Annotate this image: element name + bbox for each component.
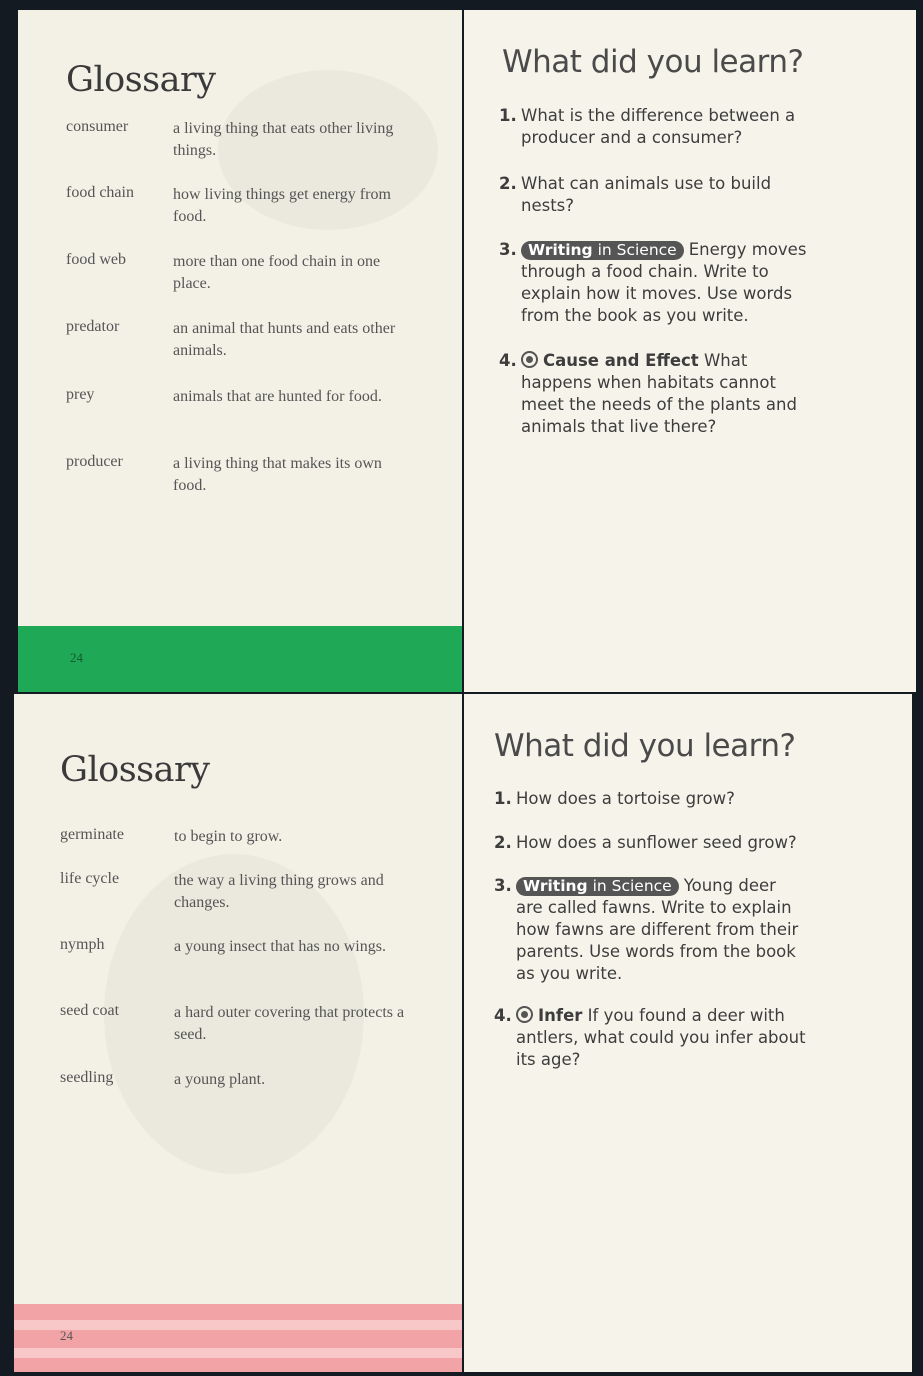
glossary-term: seedling [60, 1069, 114, 1086]
question-text: How does a sunflower seed grow? [516, 833, 797, 852]
glossary-title: Glossary [66, 60, 216, 100]
question-number: 3. [499, 240, 517, 259]
page-footer-band [18, 626, 462, 692]
bottom-glossary-page [14, 694, 462, 1372]
glossary-entry [14, 936, 462, 996]
page-footer-stripe [14, 1320, 462, 1330]
questions-title: What did you learn? [494, 728, 796, 764]
question-item [499, 173, 811, 217]
question-item [494, 788, 806, 810]
badge-text: in Science [597, 241, 677, 259]
badge-bold-text: Writing [523, 877, 588, 895]
glossary-entry [18, 318, 462, 378]
question-number: 1. [499, 106, 517, 125]
glossary-term: prey [66, 386, 95, 403]
question-number: 4. [499, 351, 517, 370]
glossary-term: germinate [60, 826, 124, 843]
question-number: 2. [499, 174, 517, 193]
question-item [499, 105, 811, 149]
glossary-entry [18, 453, 462, 513]
question-number: 2. [494, 833, 512, 852]
glossary-term: nymph [60, 936, 105, 953]
page-footer-band [14, 1304, 462, 1372]
glossary-entry [18, 251, 462, 311]
glossary-definition: the way a living thing grows and changes. [174, 872, 384, 911]
question-text: What happens when habitats cannot meet the needs of the plants and animals that live there? [521, 351, 797, 436]
skill-label: Cause and Effect [543, 351, 699, 370]
question-text: Energy moves through a food chain. Write to explain how it moves. Use words from the book as you write. [521, 240, 807, 325]
glossary-entry [18, 118, 462, 178]
question-item [499, 239, 811, 327]
question-text: What can animals use to build nests? [521, 174, 772, 215]
glossary-term: producer [66, 453, 123, 470]
question-text: What is the difference between a producer and a consumer? [521, 106, 796, 147]
target-icon [516, 1006, 533, 1023]
glossary-definition: more than one food chain in one place. [173, 253, 381, 292]
glossary-term: consumer [66, 118, 129, 135]
glossary-definition: a young plant. [174, 1071, 266, 1088]
question-item [494, 832, 806, 854]
glossary-definition: a young insect that has no wings. [174, 938, 386, 955]
target-icon [521, 351, 538, 368]
question-item [494, 875, 806, 985]
badge-bold-text: Writing [528, 241, 593, 259]
page-number: 24 [60, 1328, 73, 1343]
glossary-term: life cycle [60, 870, 120, 887]
glossary-entry [14, 1002, 462, 1062]
top-glossary-page [18, 10, 462, 692]
questions-title: What did you learn? [502, 44, 804, 80]
question-item [494, 1005, 806, 1071]
writing-in-science-badge [516, 877, 679, 896]
question-text: How does a tortoise grow? [516, 789, 735, 808]
glossary-definition: animals that are hunted for food. [173, 388, 382, 405]
glossary-entry [18, 184, 462, 244]
glossary-term: seed coat [60, 1002, 120, 1019]
question-number: 4. [494, 1006, 512, 1025]
glossary-definition: a living thing that makes its own food. [173, 455, 382, 494]
glossary-definition: a hard outer covering that protects a seed. [174, 1004, 405, 1043]
glossary-entry [14, 1069, 462, 1129]
skill-label: Infer [538, 1006, 583, 1025]
question-number: 3. [494, 876, 512, 895]
glossary-definition: an animal that hunts and eats other animals. [173, 320, 396, 359]
bottom-questions-page [464, 694, 912, 1372]
glossary-definition: how living things get energy from food. [173, 186, 391, 225]
glossary-term: food web [66, 251, 126, 268]
page-number: 24 [70, 650, 83, 665]
glossary-title: Glossary [60, 750, 210, 790]
question-text: If you found a deer with antlers, what could you infer about its age? [516, 1006, 806, 1069]
writing-in-science-badge [521, 241, 684, 260]
glossary-entry [18, 386, 462, 446]
glossary-term: predator [66, 318, 120, 335]
glossary-definition: to begin to grow. [174, 828, 283, 845]
glossary-definition: a living thing that eats other living things. [173, 120, 394, 159]
question-number: 1. [494, 789, 512, 808]
top-questions-page [464, 10, 916, 692]
glossary-term: food chain [66, 184, 134, 201]
question-text: Young deer are called fawns. Write to explain how fawns are different from their parents. Use words from the book as you write. [516, 876, 799, 983]
glossary-entry [14, 870, 462, 930]
page-footer-stripe [14, 1348, 462, 1358]
badge-text: in Science [592, 877, 672, 895]
question-item [499, 350, 811, 438]
